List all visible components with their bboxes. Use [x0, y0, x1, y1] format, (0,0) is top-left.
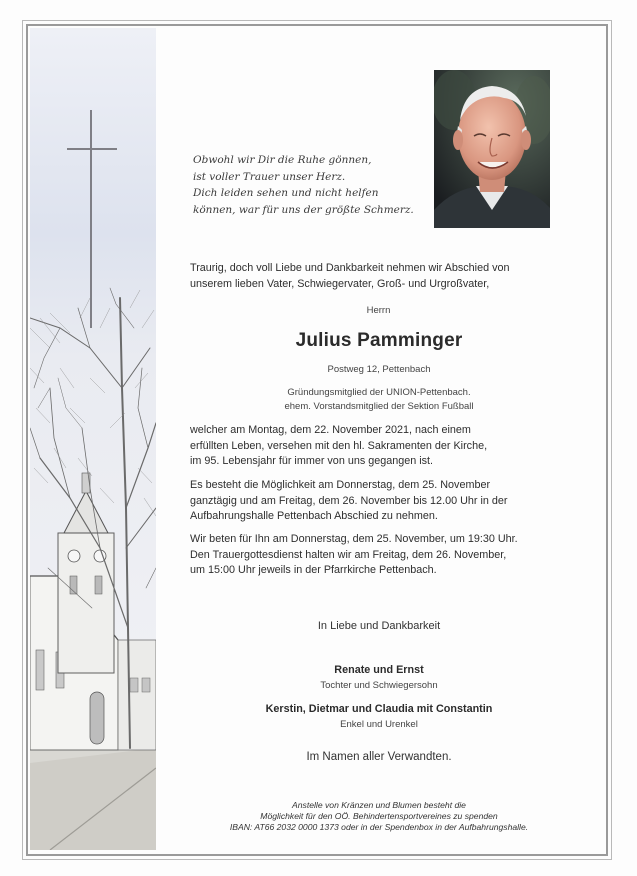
portrait-illustration — [434, 70, 550, 228]
poem-line: Obwohl wir Dir die Ruhe gönnen, — [193, 154, 372, 166]
intro-text — [190, 260, 580, 292]
poem-line: ist voller Trauer unser Herz. — [193, 170, 346, 183]
paragraph-line: Den Trauergottesdienst halten wir am Freitag, dem 26. November, — [190, 548, 507, 561]
paragraph-line: Wir beten für Ihn am Donnerstag, dem 25. November, um 19:30 Uhr. — [190, 533, 518, 545]
paragraph-line: Es besteht die Möglichkeit am Donnerstag, dem 25. November — [190, 479, 491, 491]
poem-line: können, war für uns der größte Schmerz. — [193, 203, 414, 216]
donation-note — [160, 800, 598, 833]
deceased-name: Julius Pamminger — [295, 330, 463, 351]
paragraph-line: welcher am Montag, dem 22. November 2021, nach einem — [190, 424, 471, 436]
family-relation: Enkel und Urenkel — [340, 719, 418, 730]
church-sketch-graphic — [30, 28, 156, 850]
paragraph-line: Aufbahrungshalle Pettenbach Abschied zu nehmen. — [190, 510, 438, 522]
memorial-poem — [193, 152, 413, 218]
cross-horizontal-bar — [67, 148, 117, 150]
salutation: Herrn — [366, 305, 391, 316]
note-line: IBAN: AT66 2032 0000 1373 oder in der Spendenbox in der Aufbahrungshalle. — [229, 822, 529, 832]
poem-line: Dich leiden sehen und nicht helfen — [193, 187, 379, 199]
paragraph-services — [190, 532, 590, 579]
paragraph-line: erfüllten Leben, versehen mit den hl. Sakramenten der Kirche, — [190, 439, 488, 452]
intro-line: unserem lieben Vater, Schwiegervater, Groß- und Urgroßvater, — [190, 278, 490, 290]
church-illustration — [30, 28, 156, 850]
note-line: Möglichkeit für den OÖ. Behindertensportvereines zu spenden — [260, 811, 498, 821]
farewell-line: In Liebe und Dankbarkeit — [317, 620, 441, 632]
deceased-roles — [160, 386, 598, 414]
paragraph-line: ganztägig und am Freitag, dem 26. November bis 12.00 Uhr in der — [190, 494, 508, 507]
family-names: Renate und Ernst — [334, 664, 424, 676]
family-names: Kerstin, Dietmar und Claudia mit Constantin — [265, 703, 493, 715]
portrait-photo — [434, 70, 550, 228]
role-line: ehem. Vorstandsmitglied der Sektion Fußball — [284, 401, 474, 412]
paragraph-passing — [190, 423, 590, 470]
paragraph-line: um 15:00 Uhr jeweils in der Pfarrkirche Pettenbach. — [190, 564, 437, 576]
intro-line: Traurig, doch voll Liebe und Dankbarkeit nehmen wir Abschied von — [190, 262, 510, 274]
role-line: Gründungsmitglied der UNION-Pettenbach. — [287, 387, 471, 398]
closing-line: Im Namen aller Verwandten. — [306, 751, 452, 763]
cross-vertical-bar — [90, 110, 92, 328]
note-line: Anstelle von Kränzen und Blumen besteht die — [292, 800, 466, 810]
paragraph-viewing — [190, 478, 590, 525]
deceased-address: Postweg 12, Pettenbach — [327, 364, 431, 375]
paragraph-line: im 95. Lebensjahr für immer von uns gegangen ist. — [190, 455, 434, 467]
family-relation: Tochter und Schwiegersohn — [320, 680, 438, 691]
